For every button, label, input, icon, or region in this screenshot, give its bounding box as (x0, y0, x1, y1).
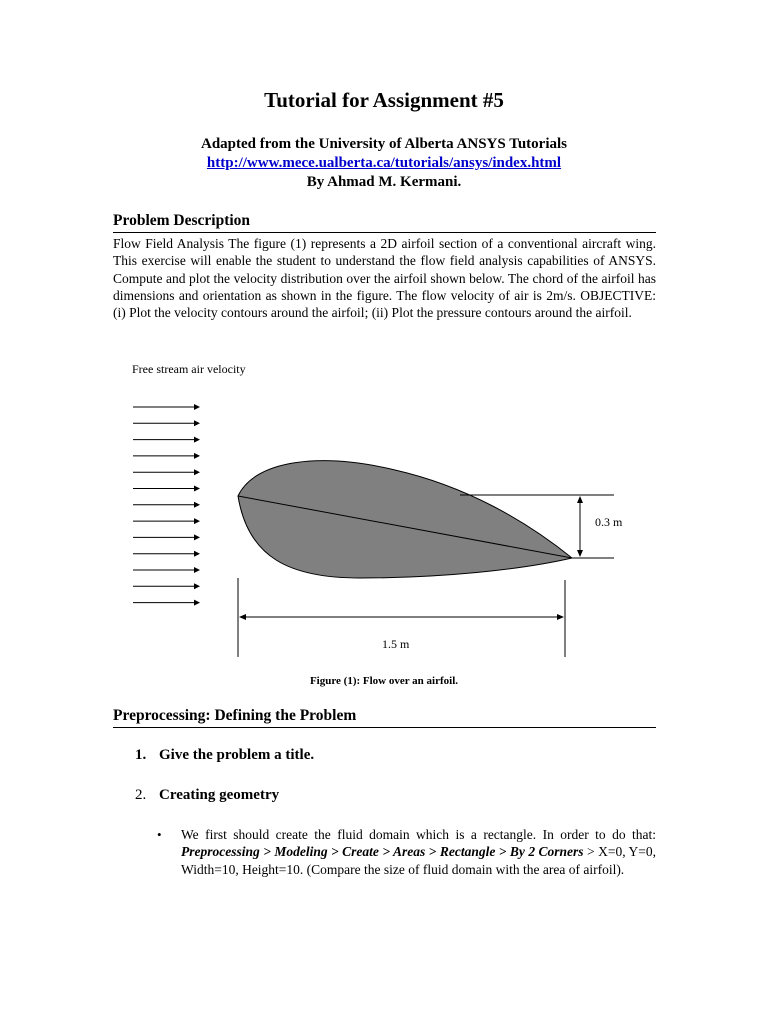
velocity-arrows (133, 404, 200, 606)
velocity-arrowhead (194, 518, 200, 524)
airfoil-shape (238, 461, 572, 578)
velocity-arrowhead (194, 534, 200, 540)
path-separator: > (587, 844, 595, 860)
airfoil-diagram (120, 360, 640, 660)
bullet-intro: We first should create the fluid domain which is a rectangle. In order to do that: (181, 827, 656, 842)
step-1-number: 1. (135, 747, 147, 763)
author-line: By Ahmad M. Kermani. (306, 174, 462, 190)
document-title: Tutorial for Assignment #5 (264, 88, 504, 112)
step-1 (135, 747, 314, 764)
velocity-arrowhead (194, 404, 200, 410)
velocity-arrowhead (194, 551, 200, 557)
step-2 (135, 787, 279, 804)
step-2-label: Creating geometry (159, 787, 280, 803)
menu-path: Preprocessing > Modeling > Create > Areas > Rectangle > By 2 Corners (181, 844, 584, 860)
tutorial-link[interactable]: http://www.mece.ualberta.ca/tutorials/ansys/index.html (206, 155, 562, 171)
velocity-arrowhead (194, 600, 200, 606)
chord-arrow-right (557, 614, 564, 620)
free-stream-label: Free stream air velocity (132, 362, 246, 376)
airfoil-figure (120, 360, 640, 660)
bullet-text (181, 826, 656, 878)
problem-description-text: Flow Field Analysis The figure (1) represents a 2D airfoil section of a conventional aircraft wing. This exercise will enable the student to understand the flow field analysis capabilities of ANSYS. Compute and plot the velocity distribution over the airfoil shown below. The chord of the airfoil has dimensions and orientation as shown in the figure. The flow velocity of air is 2m/s. OBJECTIVE: (i) Plot the velocity contours around the airfoil; (ii) Plot the pressure contours around the airfoil. (113, 236, 656, 321)
problem-description-heading: Problem Description (113, 212, 656, 233)
thickness-arrow-down (577, 550, 583, 557)
velocity-arrowhead (194, 583, 200, 589)
chord-arrow-left (239, 614, 246, 620)
step-1-label: Give the problem a title. (159, 747, 315, 763)
figure-caption: Figure (1): Flow over an airfoil. (309, 675, 459, 687)
bullet-rest: X=0, Y=0, Width=10, Height=10. (Compare the size of fluid domain with the area of airfoil). (181, 844, 657, 877)
velocity-arrowhead (194, 420, 200, 426)
velocity-arrowhead (194, 469, 200, 475)
thickness-arrow-up (577, 496, 583, 503)
thickness-label: 0.3 m (595, 515, 623, 529)
preprocessing-heading: Preprocessing: Defining the Problem (113, 707, 656, 728)
velocity-arrowhead (194, 567, 200, 573)
chord-label: 1.5 m (382, 637, 410, 651)
bullet-dot: • (157, 827, 162, 842)
velocity-arrowhead (194, 437, 200, 443)
attribution-block (0, 135, 768, 192)
step-2-number: 2. (135, 787, 147, 803)
adapted-line: Adapted from the University of Alberta ANSYS Tutorials (201, 136, 567, 152)
velocity-arrowhead (194, 502, 200, 508)
velocity-arrowhead (194, 453, 200, 459)
velocity-arrowhead (194, 486, 200, 492)
